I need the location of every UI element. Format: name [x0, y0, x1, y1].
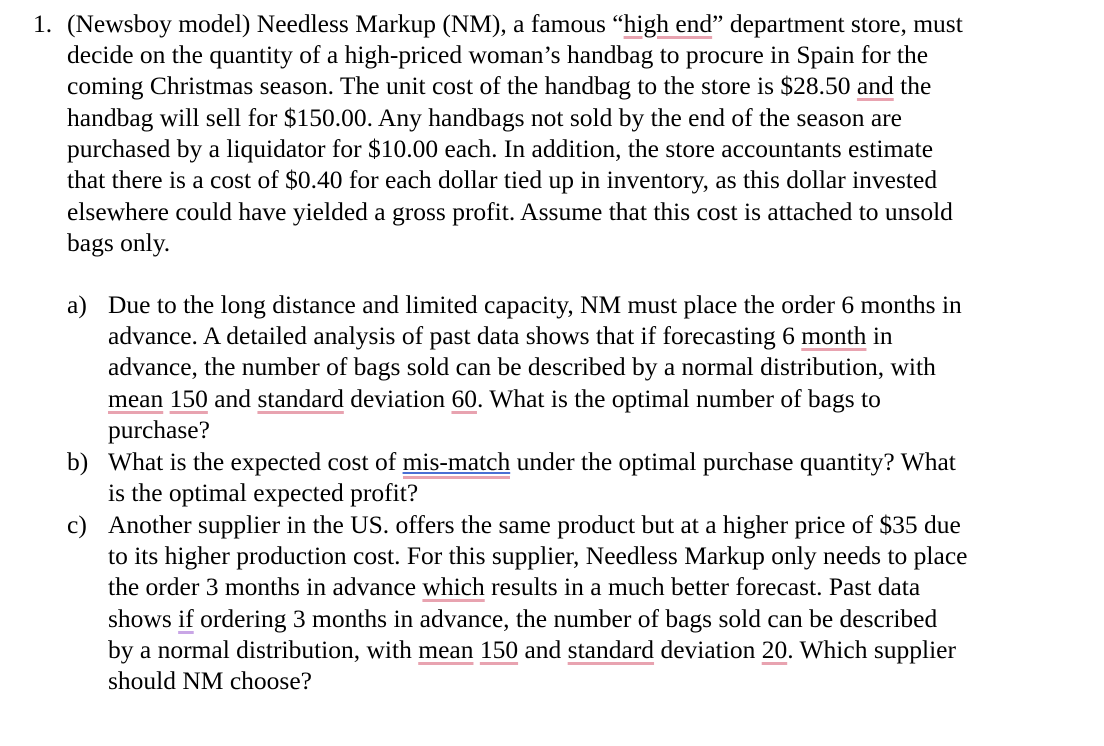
spellcheck-underlined-word: which — [422, 572, 485, 601]
part-a-line: advance, the number of bags sold can be described by a normal distribution, with — [108, 352, 936, 381]
part-a-line: mean 150 and standard deviation 60. What is the optimal number of bags to — [108, 384, 881, 413]
intro-line: purchased by a liquidator for $10.00 each. In addition, the store accountants estimate — [67, 134, 934, 163]
intro-line: coming Christmas season. The unit cost of the handbag to the store is $28.50 and the — [67, 71, 932, 100]
spellcheck-underlined-word: mean — [418, 635, 474, 664]
intro-line: bags only. — [67, 228, 171, 257]
spellcheck-underlined-word: standard — [257, 384, 344, 413]
intro-line: elsewhere could have yielded a gross profit. Assume that this cost is attached to unsold — [67, 197, 953, 226]
part-c-line: should NM choose? — [108, 666, 312, 695]
spellcheck-underlined-word: standard — [567, 635, 655, 664]
part-a-line: advance. A detailed analysis of past data shows that if forecasting 6 month in — [108, 321, 893, 350]
part-b-line: is the optimal expected profit? — [108, 478, 419, 507]
spellcheck-underlined-word: 150 — [479, 635, 519, 664]
spellcheck-underlined-word: and — [856, 71, 894, 100]
spellcheck-underlined-word: 60 — [451, 384, 477, 413]
part-a-line: purchase? — [108, 415, 210, 444]
part-c-label: c) — [67, 510, 87, 539]
intro-line: that there is a cost of $0.40 for each dollar tied up in inventory, as this dollar invested — [67, 165, 938, 194]
part-c-line: Another supplier in the US. offers the same product but at a higher price of $35 due — [108, 510, 961, 539]
part-a-line: Due to the long distance and limited capacity, NM must place the order 6 months in — [108, 290, 962, 319]
intro-line: decide on the quantity of a high-priced woman’s handbag to procure in Spain for the — [67, 40, 929, 69]
part-b-label: b) — [67, 447, 89, 476]
part-c-line: the order 3 months in advance which results in a much better forecast. Past data — [108, 572, 921, 601]
part-c-line: to its higher production cost. For this supplier, Needless Markup only needs to place — [108, 541, 968, 570]
spellcheck-underlined-word: mean — [108, 384, 164, 413]
intro-line: (Newsboy model) Needless Markup (NM), a famous “high end” department store, must — [67, 9, 963, 38]
spellcheck-underlined-word: if — [178, 604, 194, 633]
part-a-label: a) — [67, 290, 87, 319]
spellcheck-underlined-word: high end — [623, 9, 713, 38]
part-b-line: What is the expected cost of mis-match under the optimal purchase quantity? What — [108, 446, 956, 477]
part-c-line: shows if ordering 3 months in advance, the number of bags sold can be described — [108, 604, 938, 633]
intro-line: handbag will sell for $150.00. Any handbags not sold by the end of the season are — [67, 103, 902, 132]
spellcheck-underlined-word: 20 — [761, 635, 788, 664]
spellcheck-underlined-word: mis-match — [403, 447, 511, 479]
spellcheck-underlined-word: month — [801, 321, 867, 350]
question-number: 1. — [33, 9, 53, 38]
part-c-line: by a normal distribution, with mean 150 and standard deviation 20. Which supplier — [108, 635, 956, 664]
spellcheck-underlined-word: 150 — [169, 384, 208, 413]
